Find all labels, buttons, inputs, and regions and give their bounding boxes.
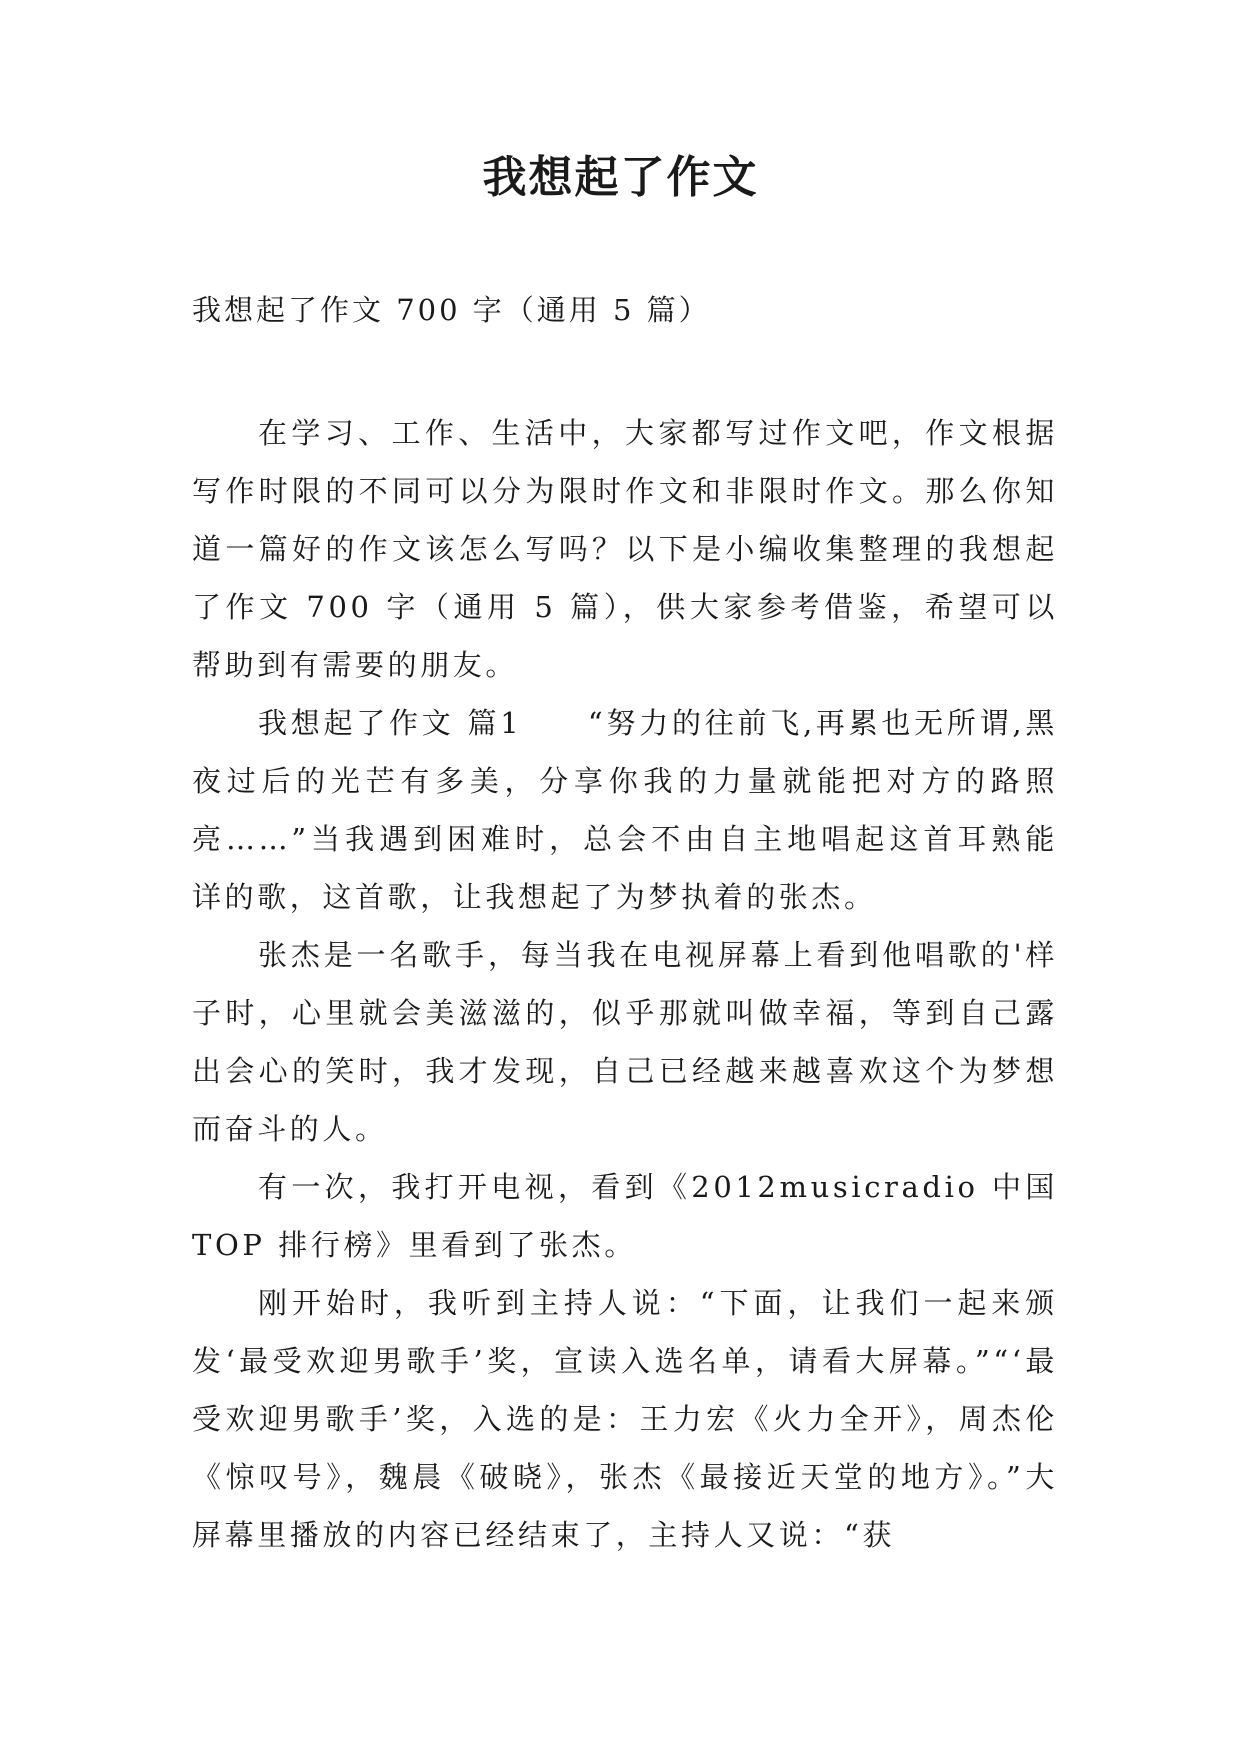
document-body [192, 404, 1058, 1564]
paragraph-3: 有一次，我打开电视，看到《2012musicradio 中国 TOP 排行榜》里看到了张杰。 [192, 1170, 1058, 1262]
document-title: 我想起了作文 [482, 152, 759, 203]
paragraph-2: 张杰是一名歌手，每当我在电视屏幕上看到他唱歌的'样子时，心里就会美滋滋的，似乎那就叫做幸福，等到自己露出会心的笑时，我才发现，自己已经越来越喜欢这个为梦想而奋斗的人。 [192, 938, 1058, 1146]
paragraph-intro: 在学习、工作、生活中，大家都写过作文吧，作文根据写作时限的不同可以分为限时作文和非限时作文。那么你知道一篇好的作文该怎么写吗？以下是小编收集整理的我想起了作文 700 字（通用 5 篇），供大家参考借鉴，希望可以帮助到有需要的朋友。 [192, 416, 1058, 682]
paragraph-1: 我想起了作文 篇1 “努力的往前飞,再累也无所谓,黑夜过后的光芒有多美，分享你我的力量就能把对方的路照亮……”当我遇到困难时，总会不由自主地唱起这首耳熟能详的歌，这首歌，让我想起了为梦执着的张杰。 [192, 706, 1058, 914]
paragraph-4: 刚开始时，我听到主持人说：“下面，让我们一起来颁发‘最受欢迎男歌手’奖，宣读入选名单，请看大屏幕。”“‘最受欢迎男歌手’奖，入选的是：王力宏《火力全开》，周杰伦《惊叹号》，魏晨《破晓》，张杰《最接近天堂的地方》。”大屏幕里播放的内容已经结束了，主持人又说：“获 [192, 1286, 1058, 1552]
document-subtitle: 我想起了作文 700 字（通用 5 篇） [192, 293, 711, 327]
